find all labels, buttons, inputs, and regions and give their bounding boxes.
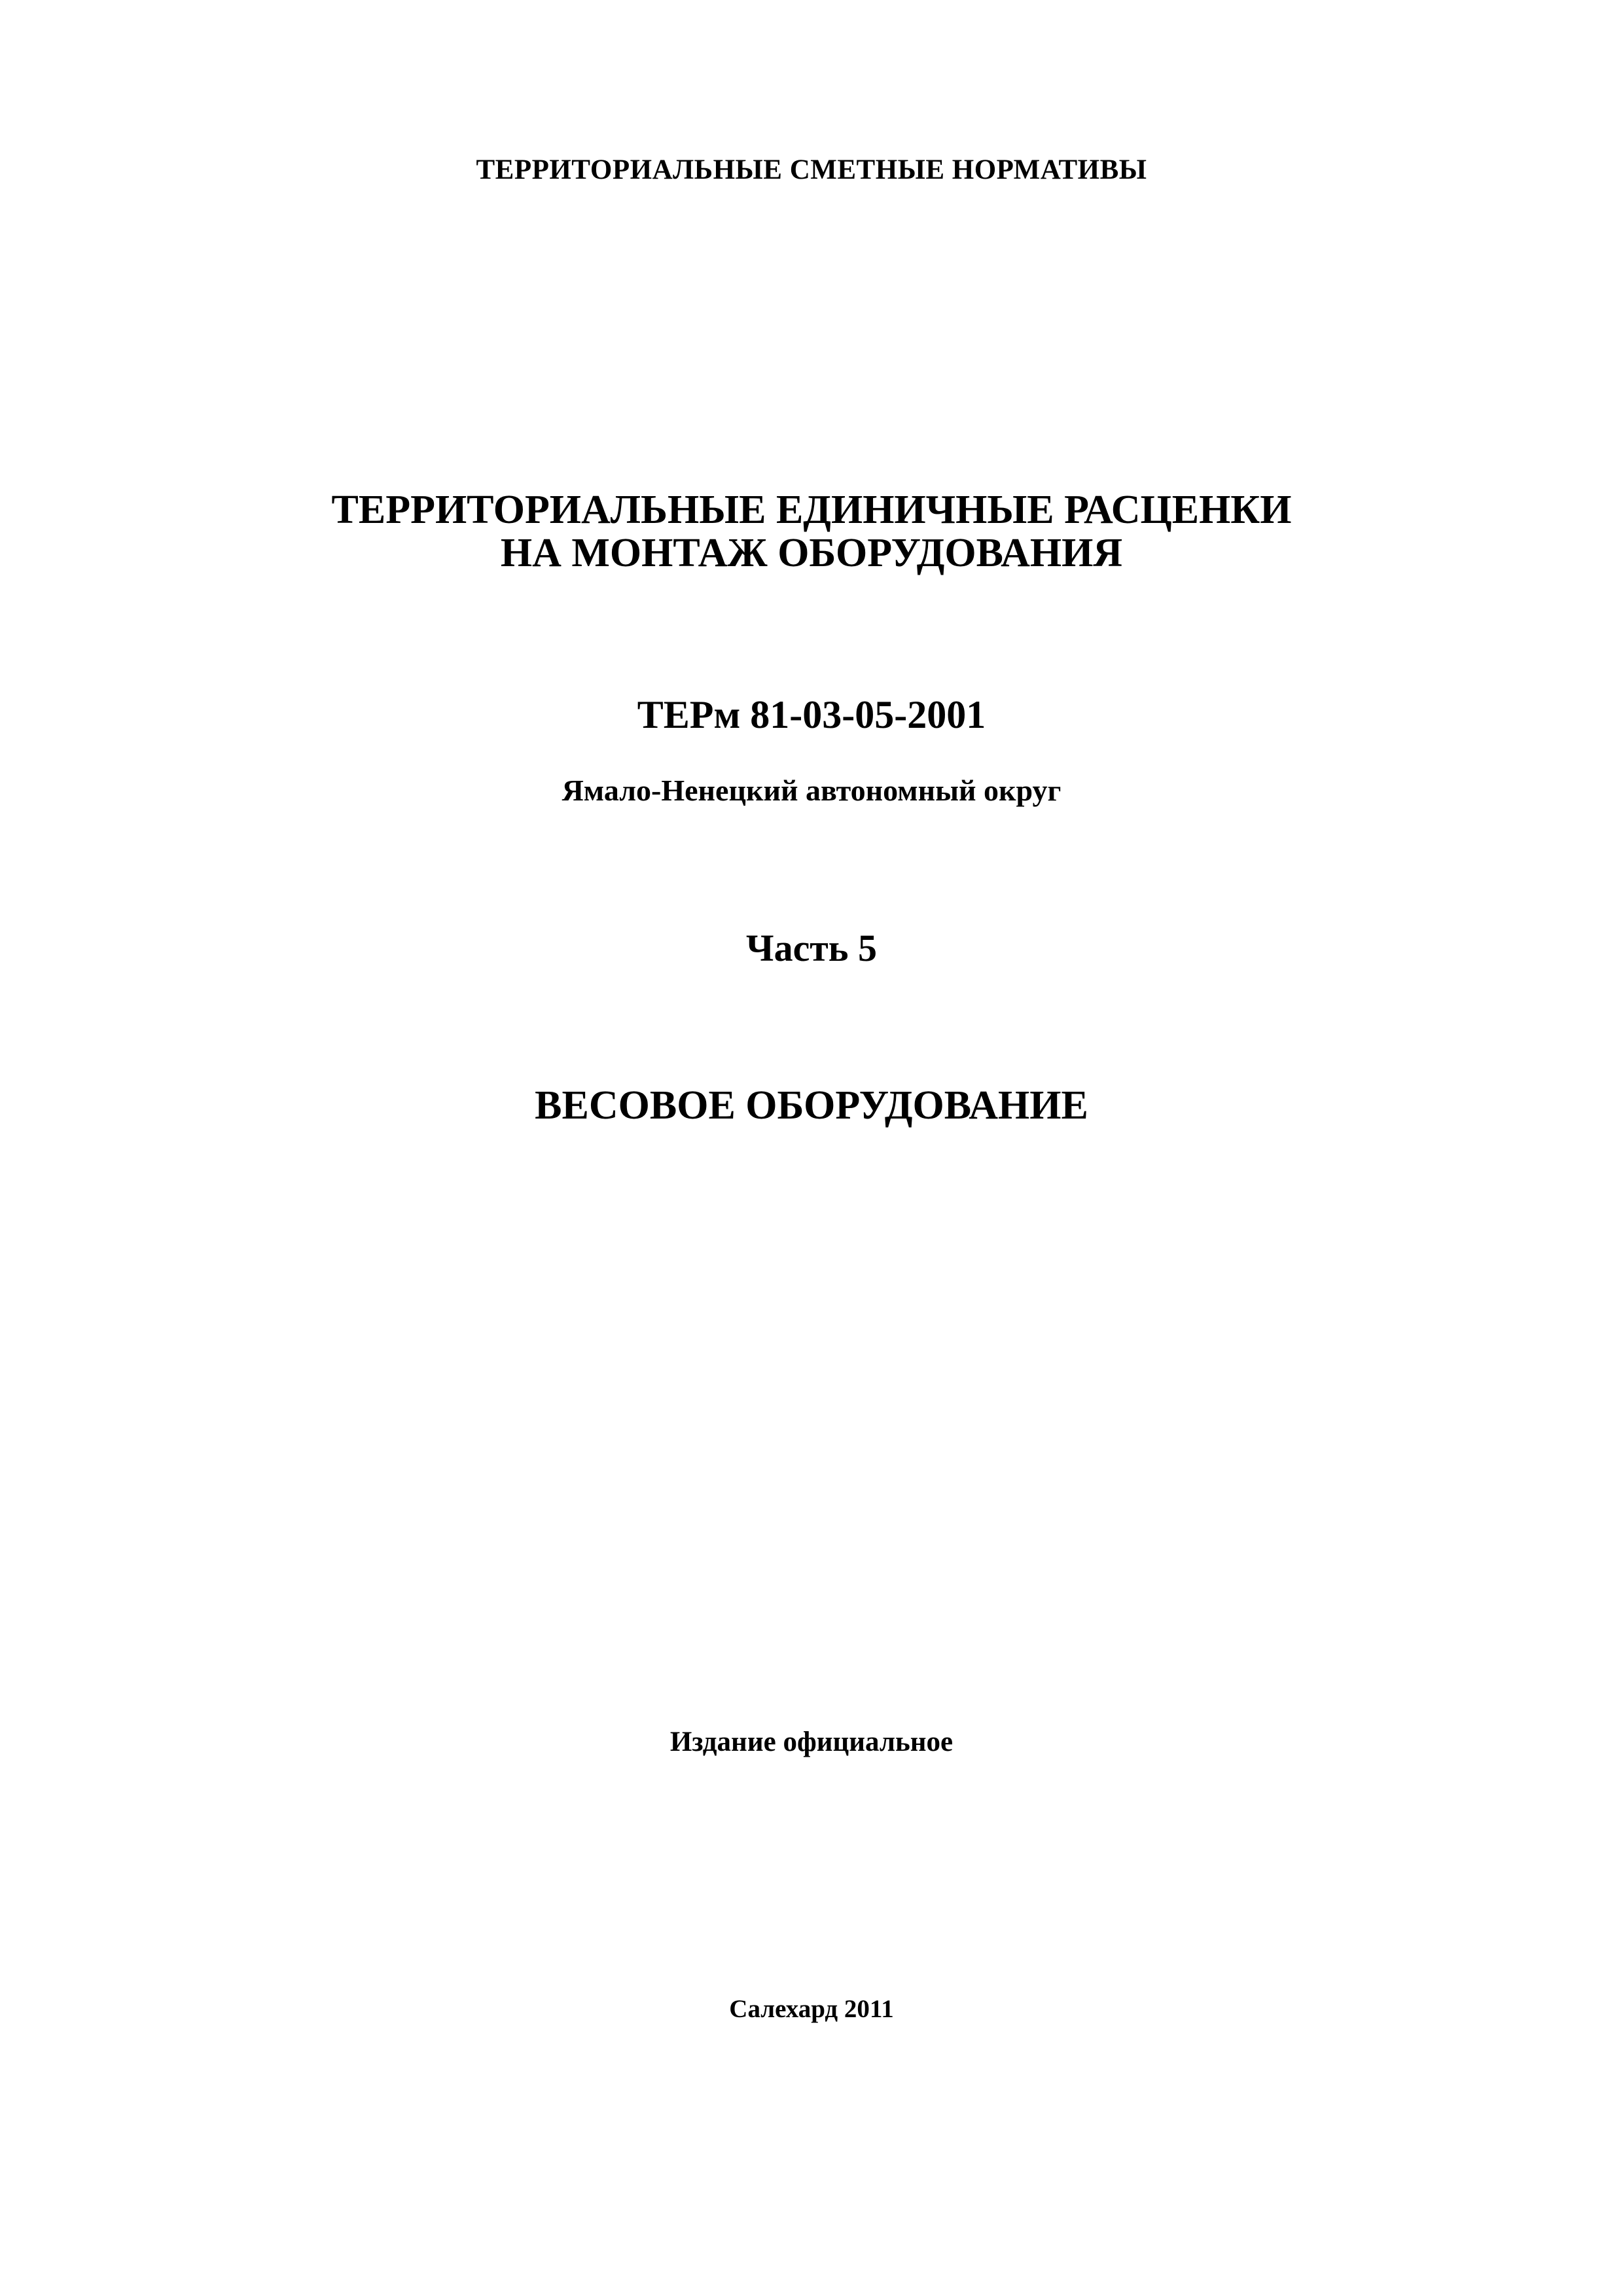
part-number: Часть 5 bbox=[746, 927, 877, 969]
series-header: ТЕРРИТОРИАЛЬНЫЕ СМЕТНЫЕ НОРМАТИВЫ bbox=[476, 154, 1147, 185]
imprint-place-year: Салехард 2011 bbox=[729, 1995, 894, 2023]
edition-note: Издание официальное bbox=[669, 1727, 954, 1757]
document-title-line-1: ТЕРРИТОРИАЛЬНЫЕ ЕДИНИЧНЫЕ РАСЦЕНКИ bbox=[331, 488, 1292, 532]
part-subject: ВЕСОВОЕ ОБОРУДОВАНИЕ bbox=[535, 1083, 1088, 1128]
region-name: Ямало-Ненецкий автономный округ bbox=[562, 774, 1061, 807]
document-title-line-2: НА МОНТАЖ ОБОРУДОВАНИЯ bbox=[500, 531, 1123, 575]
document-code: ТЕРм 81-03-05-2001 bbox=[637, 693, 986, 736]
